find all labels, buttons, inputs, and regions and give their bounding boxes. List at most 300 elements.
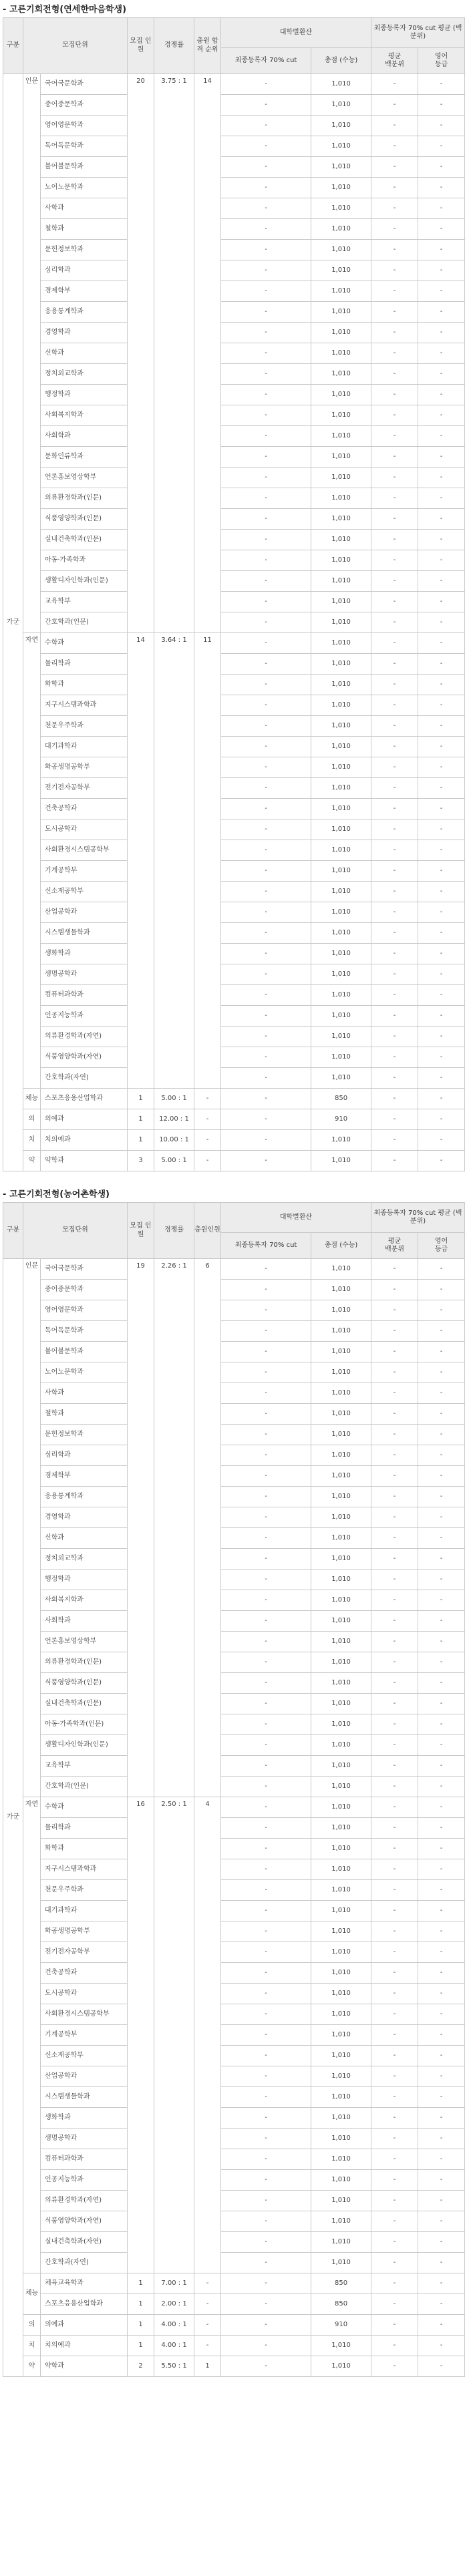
unit-cell: 경제학부	[41, 281, 128, 302]
english-cell: -	[418, 2273, 465, 2294]
col-competition: 경쟁률	[154, 18, 194, 74]
avg-cell: -	[371, 260, 418, 281]
unit-cell: 사회학과	[41, 1611, 128, 1632]
total-cell: 1,010	[311, 695, 371, 716]
english-cell: -	[418, 426, 465, 447]
english-cell: -	[418, 1445, 465, 1466]
unit-cell: 사회복지학과	[41, 1590, 128, 1611]
quota-cell: 1	[128, 1130, 154, 1151]
unit-cell: 물리학과	[41, 654, 128, 675]
cut-cell: -	[221, 716, 311, 737]
unit-cell: 영어영문학과	[41, 116, 128, 136]
avg-cell: -	[371, 550, 418, 571]
table-row	[3, 1006, 465, 1027]
avg-cell: -	[371, 1984, 418, 2004]
avg-cell: -	[371, 2066, 418, 2087]
unit-cell: 치의예과	[41, 1130, 128, 1151]
table-row	[3, 1652, 465, 1673]
total-cell: 1,010	[311, 1466, 371, 1487]
total-cell: 1,010	[311, 260, 371, 281]
table-row	[3, 74, 465, 95]
english-cell: -	[418, 219, 465, 240]
english-cell: -	[418, 302, 465, 323]
total-cell: 1,010	[311, 530, 371, 550]
cut-cell: -	[221, 654, 311, 675]
table-row	[3, 571, 465, 592]
total-cell: 1,010	[311, 1027, 371, 1047]
avg-cell: -	[371, 654, 418, 675]
table-row	[3, 654, 465, 675]
cut-cell: -	[221, 1300, 311, 1321]
english-cell: -	[418, 2025, 465, 2046]
english-cell: -	[418, 1383, 465, 1404]
english-cell: -	[418, 1404, 465, 1425]
quota-cell: 1	[128, 2336, 154, 2356]
english-cell: -	[418, 157, 465, 178]
unit-cell: 행정학과	[41, 385, 128, 405]
total-cell: 1,010	[311, 902, 371, 923]
total-cell: 1,010	[311, 2191, 371, 2211]
table-row	[3, 2211, 465, 2232]
table-row	[3, 1880, 465, 1901]
col-rank: 충원인원	[194, 1203, 221, 1259]
cut-cell: -	[221, 985, 311, 1006]
avg-cell: -	[371, 2336, 418, 2356]
total-cell: 1,010	[311, 716, 371, 737]
unit-cell: 사회복지학과	[41, 405, 128, 426]
unit-cell: 교육학부	[41, 592, 128, 612]
english-cell: -	[418, 1859, 465, 1880]
avg-cell: -	[371, 737, 418, 757]
unit-cell: 아동·가족학과(인문)	[41, 1714, 128, 1735]
english-cell: -	[418, 1694, 465, 1714]
english-cell: -	[418, 1300, 465, 1321]
english-cell: -	[418, 1342, 465, 1362]
english-cell: -	[418, 1280, 465, 1300]
avg-cell: -	[371, 1507, 418, 1528]
quota-cell: 1	[128, 2315, 154, 2336]
total-cell: 1,010	[311, 488, 371, 509]
unit-cell: 심리학과	[41, 260, 128, 281]
col-avg: 평균 백분위	[371, 48, 418, 74]
cut-cell: -	[221, 778, 311, 799]
avg-cell: -	[371, 1130, 418, 1151]
total-cell: 1,010	[311, 1818, 371, 1839]
english-cell: -	[418, 1130, 465, 1151]
cut-cell: -	[221, 1383, 311, 1404]
total-cell: 1,010	[311, 2170, 371, 2191]
avg-cell: -	[371, 74, 418, 95]
subcategory-cell: 치	[23, 2336, 41, 2356]
table-row	[3, 633, 465, 654]
table-row	[3, 675, 465, 695]
table-row	[3, 1109, 465, 1130]
unit-cell: 문헌정보학과	[41, 1425, 128, 1445]
subcategory-cell: 인문	[23, 1259, 41, 1797]
total-cell: 1,010	[311, 385, 371, 405]
table-row	[3, 1984, 465, 2004]
total-cell: 1,010	[311, 944, 371, 964]
cut-cell: -	[221, 1652, 311, 1673]
avg-cell: -	[371, 819, 418, 840]
cut-cell: -	[221, 1901, 311, 1921]
total-cell: 1,010	[311, 1984, 371, 2004]
cut-cell: -	[221, 1673, 311, 1694]
unit-cell: 국어국문학과	[41, 74, 128, 95]
table-body	[3, 1259, 465, 2377]
table-row	[3, 198, 465, 219]
unit-cell: 수학과	[41, 633, 128, 654]
english-cell: -	[418, 1089, 465, 1109]
unit-cell: 시스템생물학과	[41, 923, 128, 944]
english-cell: -	[418, 1068, 465, 1089]
total-cell: 1,010	[311, 1901, 371, 1921]
unit-cell: 의류환경학과(자연)	[41, 2191, 128, 2211]
avg-cell: -	[371, 136, 418, 157]
unit-cell: 식품영양학과(인문)	[41, 1673, 128, 1694]
quota-cell: 1	[128, 2273, 154, 2294]
table-row	[3, 1404, 465, 1425]
english-cell: -	[418, 468, 465, 488]
admission-table	[3, 1202, 465, 2377]
subcategory-cell: 약	[23, 2356, 41, 2377]
english-cell: -	[418, 1777, 465, 1797]
unit-cell: 식품영양학과(인문)	[41, 509, 128, 530]
total-cell: 1,010	[311, 364, 371, 385]
total-cell: 1,010	[311, 240, 371, 260]
col-final-top: 최종등록자 70% cut 평균 (백분위)	[371, 18, 465, 48]
unit-cell: 컴퓨터과학과	[41, 2149, 128, 2170]
total-cell: 1,010	[311, 1383, 371, 1404]
competition-cell: 2.50 : 1	[154, 1797, 194, 2273]
page	[0, 3, 467, 2377]
english-cell: -	[418, 923, 465, 944]
total-cell: 850	[311, 1089, 371, 1109]
cut-cell: -	[221, 1549, 311, 1570]
unit-cell: 생화학과	[41, 944, 128, 964]
table-row	[3, 1507, 465, 1528]
table-row	[3, 2108, 465, 2129]
unit-cell: 경영학과	[41, 323, 128, 343]
table-row	[3, 1839, 465, 1859]
cut-cell: -	[221, 737, 311, 757]
total-cell: 1,010	[311, 468, 371, 488]
unit-cell: 영어영문학과	[41, 1300, 128, 1321]
cut-cell: -	[221, 488, 311, 509]
table-row	[3, 1797, 465, 1818]
cut-cell: -	[221, 612, 311, 633]
table-row	[3, 1818, 465, 1839]
english-cell: -	[418, 1466, 465, 1487]
col-category: 구분	[3, 1203, 23, 1259]
table-row	[3, 2273, 465, 2294]
avg-cell: -	[371, 1652, 418, 1673]
avg-cell: -	[371, 1570, 418, 1590]
unit-cell: 언론홍보영상학부	[41, 468, 128, 488]
competition-cell: 7.00 : 1	[154, 2273, 194, 2294]
total-cell: 1,010	[311, 612, 371, 633]
avg-cell: -	[371, 1632, 418, 1652]
unit-cell: 정치외교학과	[41, 1549, 128, 1570]
unit-cell: 약학과	[41, 2356, 128, 2377]
table-row	[3, 550, 465, 571]
cut-cell: -	[221, 260, 311, 281]
english-cell: -	[418, 695, 465, 716]
avg-cell: -	[371, 923, 418, 944]
total-cell: 1,010	[311, 1714, 371, 1735]
table-row	[3, 1590, 465, 1611]
avg-cell: -	[371, 385, 418, 405]
cut-cell: -	[221, 323, 311, 343]
competition-cell: 5.50 : 1	[154, 2356, 194, 2377]
table-row	[3, 426, 465, 447]
english-cell: -	[418, 1487, 465, 1507]
avg-cell: -	[371, 985, 418, 1006]
avg-cell: -	[371, 1006, 418, 1027]
total-cell: 1,010	[311, 840, 371, 861]
rank-cell: 14	[194, 74, 221, 633]
col-avg: 평균 백분위	[371, 1233, 418, 1259]
cut-cell: -	[221, 840, 311, 861]
col-univ-conv: 대학별환산	[221, 1203, 371, 1233]
avg-cell: -	[371, 240, 418, 260]
total-cell: 1,010	[311, 1151, 371, 1171]
table-row	[3, 1383, 465, 1404]
cut-cell: -	[221, 1839, 311, 1859]
rank-cell: -	[194, 2273, 221, 2294]
unit-cell: 도시공학과	[41, 819, 128, 840]
unit-cell: 지구시스템과학과	[41, 1859, 128, 1880]
category-cell: 가군	[3, 74, 23, 1171]
cut-cell: -	[221, 2066, 311, 2087]
unit-cell: 사회환경시스템공학부	[41, 2004, 128, 2025]
cut-cell: -	[221, 530, 311, 550]
unit-cell: 불어불문학과	[41, 157, 128, 178]
unit-cell: 문화인류학과	[41, 447, 128, 468]
cut-cell: -	[221, 757, 311, 778]
english-cell: -	[418, 592, 465, 612]
cut-cell: -	[221, 2025, 311, 2046]
avg-cell: -	[371, 1047, 418, 1068]
cut-cell: -	[221, 2046, 311, 2066]
unit-cell: 독어독문학과	[41, 136, 128, 157]
table-row	[3, 468, 465, 488]
cut-cell: -	[221, 1818, 311, 1839]
english-cell: -	[418, 198, 465, 219]
english-cell: -	[418, 2253, 465, 2273]
avg-cell: -	[371, 1901, 418, 1921]
english-cell: -	[418, 654, 465, 675]
table-row	[3, 695, 465, 716]
table-row	[3, 1321, 465, 1342]
english-cell: -	[418, 840, 465, 861]
cut-cell: -	[221, 1590, 311, 1611]
subcategory-cell: 인문	[23, 74, 41, 633]
total-cell: 1,010	[311, 923, 371, 944]
unit-cell: 생명공학과	[41, 2129, 128, 2149]
english-cell: -	[418, 757, 465, 778]
table-row	[3, 1362, 465, 1383]
avg-cell: -	[371, 1673, 418, 1694]
table-row	[3, 2315, 465, 2336]
table-row	[3, 923, 465, 944]
unit-cell: 생활디자인학과(인문)	[41, 571, 128, 592]
cut-cell: -	[221, 550, 311, 571]
table-row	[3, 260, 465, 281]
english-cell: -	[418, 2356, 465, 2377]
table-row	[3, 343, 465, 364]
col-competition: 경쟁률	[154, 1203, 194, 1259]
english-cell: -	[418, 1109, 465, 1130]
unit-cell: 실내건축학과(인문)	[41, 530, 128, 550]
total-cell: 1,010	[311, 675, 371, 695]
english-cell: -	[418, 260, 465, 281]
cut-cell: -	[221, 1611, 311, 1632]
unit-cell: 컴퓨터과학과	[41, 985, 128, 1006]
total-cell: 1,010	[311, 1342, 371, 1362]
total-cell: 1,010	[311, 2232, 371, 2253]
total-cell: 1,010	[311, 426, 371, 447]
unit-cell: 언론홍보영상학부	[41, 1632, 128, 1652]
avg-cell: -	[371, 964, 418, 985]
unit-cell: 철학과	[41, 1404, 128, 1425]
rank-cell: -	[194, 1151, 221, 1171]
table-row	[3, 2066, 465, 2087]
unit-cell: 응용통계학과	[41, 302, 128, 323]
total-cell: 1,010	[311, 136, 371, 157]
total-cell: 1,010	[311, 116, 371, 136]
cut-cell: -	[221, 2356, 311, 2377]
avg-cell: -	[371, 1068, 418, 1089]
unit-cell: 신학과	[41, 1528, 128, 1549]
avg-cell: -	[371, 488, 418, 509]
avg-cell: -	[371, 2232, 418, 2253]
cut-cell: -	[221, 1027, 311, 1047]
unit-cell: 중어중문학과	[41, 95, 128, 116]
unit-cell: 간호학과(인문)	[41, 612, 128, 633]
avg-cell: -	[371, 799, 418, 819]
table-row	[3, 1300, 465, 1321]
unit-cell: 치의예과	[41, 2336, 128, 2356]
col-english: 영어 등급	[418, 48, 465, 74]
total-cell: 1,010	[311, 2087, 371, 2108]
cut-cell: -	[221, 819, 311, 840]
col-univ-conv: 대학별환산	[221, 18, 371, 48]
table-row	[3, 1068, 465, 1089]
cut-cell: -	[221, 675, 311, 695]
avg-cell: -	[371, 447, 418, 468]
english-cell: -	[418, 178, 465, 198]
table-row	[3, 1694, 465, 1714]
avg-cell: -	[371, 1487, 418, 1507]
table-row	[3, 882, 465, 902]
table-row	[3, 778, 465, 799]
unit-cell: 생명공학과	[41, 964, 128, 985]
english-cell: -	[418, 385, 465, 405]
table-row	[3, 1714, 465, 1735]
unit-cell: 화공생명공학부	[41, 1921, 128, 1942]
avg-cell: -	[371, 882, 418, 902]
avg-cell: -	[371, 281, 418, 302]
cut-cell: -	[221, 2170, 311, 2191]
total-cell: 1,010	[311, 323, 371, 343]
cut-cell: -	[221, 468, 311, 488]
avg-cell: -	[371, 1859, 418, 1880]
table-row	[3, 861, 465, 882]
rank-cell: -	[194, 2294, 221, 2315]
table-row	[3, 219, 465, 240]
cut-cell: -	[221, 1570, 311, 1590]
cut-cell: -	[221, 1404, 311, 1425]
avg-cell: -	[371, 1109, 418, 1130]
english-cell: -	[418, 1797, 465, 1818]
english-cell: -	[418, 716, 465, 737]
quota-cell: 2	[128, 2356, 154, 2377]
avg-cell: -	[371, 2211, 418, 2232]
unit-cell: 행정학과	[41, 1570, 128, 1590]
total-cell: 1,010	[311, 95, 371, 116]
table-row	[3, 281, 465, 302]
cut-cell: -	[221, 2336, 311, 2356]
col-quota: 모집 인원	[128, 18, 154, 74]
total-cell: 1,010	[311, 1611, 371, 1632]
total-cell: 1,010	[311, 447, 371, 468]
total-cell: 1,010	[311, 2108, 371, 2129]
cut-cell: -	[221, 1130, 311, 1151]
category-cell: 가군	[3, 1259, 23, 2377]
table-row	[3, 385, 465, 405]
quota-cell: 16	[128, 1797, 154, 2273]
cut-cell: -	[221, 302, 311, 323]
english-cell: -	[418, 1027, 465, 1047]
avg-cell: -	[371, 1921, 418, 1942]
unit-cell: 화학과	[41, 675, 128, 695]
table-row	[3, 1549, 465, 1570]
table-row	[3, 302, 465, 323]
unit-cell: 건축공학과	[41, 1963, 128, 1984]
table-row	[3, 157, 465, 178]
competition-cell: 4.00 : 1	[154, 2336, 194, 2356]
table-row	[3, 364, 465, 385]
avg-cell: -	[371, 1280, 418, 1300]
cut-cell: -	[221, 2004, 311, 2025]
avg-cell: -	[371, 695, 418, 716]
table-row	[3, 2294, 465, 2315]
competition-cell: 10.00 : 1	[154, 1130, 194, 1151]
unit-cell: 의류환경학과(인문)	[41, 1652, 128, 1673]
english-cell: -	[418, 1839, 465, 1859]
english-cell: -	[418, 2336, 465, 2356]
avg-cell: -	[371, 1735, 418, 1756]
unit-cell: 기계공학부	[41, 861, 128, 882]
english-cell: -	[418, 509, 465, 530]
table-row	[3, 116, 465, 136]
cut-cell: -	[221, 902, 311, 923]
avg-cell: -	[371, 1259, 418, 1280]
avg-cell: -	[371, 757, 418, 778]
cut-cell: -	[221, 1797, 311, 1818]
avg-cell: -	[371, 95, 418, 116]
table-row	[3, 2046, 465, 2066]
unit-cell: 산업공학과	[41, 2066, 128, 2087]
total-cell: 850	[311, 2273, 371, 2294]
cut-cell: -	[221, 1151, 311, 1171]
table-row	[3, 1130, 465, 1151]
english-cell: -	[418, 95, 465, 116]
unit-cell: 대기과학과	[41, 737, 128, 757]
total-cell: 1,010	[311, 2004, 371, 2025]
english-cell: -	[418, 1632, 465, 1652]
